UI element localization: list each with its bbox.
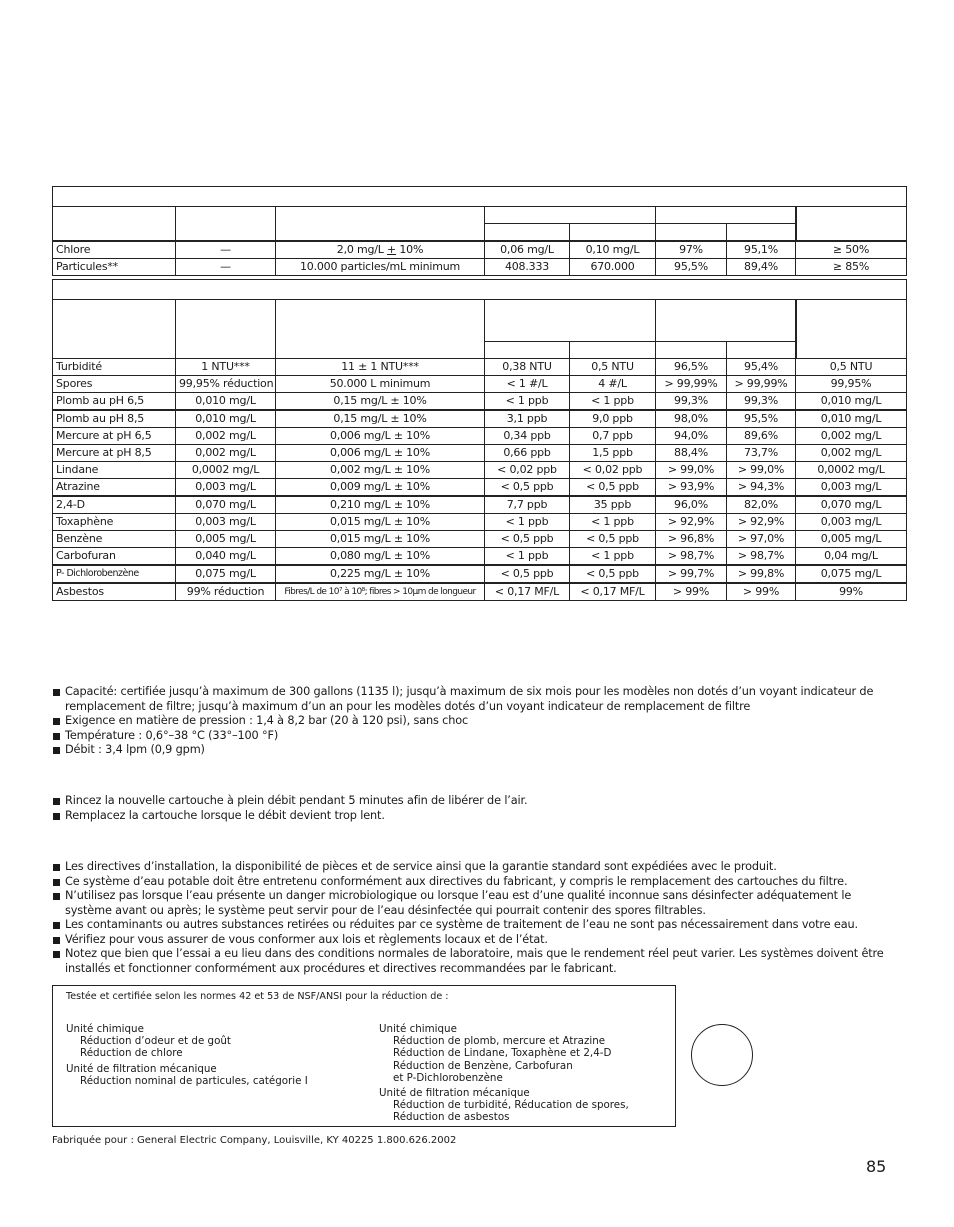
table2-header-cell	[796, 300, 907, 359]
cell: 0,003 mg/L	[796, 514, 907, 531]
cell: 0,66 ppb	[485, 445, 570, 462]
contaminant-cell: Chlore	[53, 241, 176, 259]
cell: 95,5%	[656, 259, 727, 276]
cell: > 99,99%	[727, 376, 796, 393]
cell: 0,002 mg/L	[796, 445, 907, 462]
table2-header-cell	[485, 342, 570, 359]
list-item: Vérifiez pour vous assurer de vous conformer aux lois et règlements locaux et de l’état.	[52, 933, 892, 948]
table-row	[53, 359, 907, 376]
cell: < 0,02 ppb	[570, 462, 656, 479]
contaminant-cell: Spores	[53, 376, 176, 393]
contaminant-cell: Plomb au pH 8,5	[53, 410, 176, 428]
cell: > 97,0%	[727, 531, 796, 548]
cell: 9,0 ppb	[570, 410, 656, 428]
cell: 0,070 mg/L	[796, 496, 907, 514]
table2-header-cell	[656, 300, 796, 342]
cell: 0,002 mg/L	[176, 445, 276, 462]
cell: 4 #/L	[570, 376, 656, 393]
cell: > 92,9%	[656, 514, 727, 531]
contaminant-cell: Lindane	[53, 462, 176, 479]
list-item: Les directives d’installation, la disponibilité de pièces et de service ainsi que la garantie standard sont expédiées avec le produit.	[52, 860, 892, 875]
reduction-item: Réduction de chlore	[80, 1047, 183, 1060]
cell: 0,080 mg/L ± 10%	[276, 548, 485, 566]
cell: 89,4%	[727, 259, 796, 276]
general-notes-list	[52, 860, 892, 976]
reduction-item: Réduction de Benzène, Carbofuran	[393, 1059, 573, 1072]
contaminant-cell: Mercure at pH 6,5	[53, 428, 176, 445]
unit-heading: Unité de filtration mécanique	[66, 1062, 217, 1075]
table2-header-cell	[176, 300, 276, 359]
cell: > 98,7%	[727, 548, 796, 566]
table1-title-bar	[53, 187, 907, 207]
cell: < 1 ppb	[485, 514, 570, 531]
cell: 0,010 mg/L	[176, 410, 276, 428]
contaminant-cell: Mercure at pH 8,5	[53, 445, 176, 462]
reduction-item: Réduction de plomb, mercure et Atrazine	[393, 1035, 606, 1048]
cell: 0,38 NTU	[485, 359, 570, 376]
contaminant-cell: 2,4-D	[53, 496, 176, 514]
cell: 0,04 mg/L	[796, 548, 907, 566]
cell: > 99,8%	[727, 565, 796, 583]
cell: 89,6%	[727, 428, 796, 445]
contaminant-cell: Plomb au pH 6,5	[53, 393, 176, 411]
list-item: Ce système d’eau potable doit être entretenu conformément aux directives du fabricant, y compris le remplacement des cartouches du filtre.	[52, 875, 892, 890]
cell: < 1 ppb	[570, 393, 656, 411]
table1-header-cell	[656, 224, 727, 242]
table-row	[53, 241, 907, 259]
table-row	[53, 531, 907, 548]
page-number: 85	[866, 1157, 887, 1176]
cell: 0,10 mg/L	[570, 241, 656, 259]
reduction-item: Réduction nominal de particules, catégorie I	[80, 1074, 308, 1087]
cell: < 0,5 ppb	[485, 565, 570, 583]
cell: < 1 ppb	[570, 548, 656, 566]
cell: 408.333	[485, 259, 570, 276]
cell: 97%	[656, 241, 727, 259]
cell: 0,003 mg/L	[176, 514, 276, 531]
reduction-item: et P-Dichlorobenzène	[393, 1071, 503, 1084]
table-row	[53, 445, 907, 462]
cell: 0,5 NTU	[796, 359, 907, 376]
cell: < 0,17 MF/L	[485, 583, 570, 601]
specifications-list	[52, 685, 892, 758]
cell: 0,070 mg/L	[176, 496, 276, 514]
cell: 0,005 mg/L	[796, 531, 907, 548]
cell: < 1 #/L	[485, 376, 570, 393]
table2-title-bar	[53, 280, 907, 300]
cell: 0,5 NTU	[570, 359, 656, 376]
cell: 0,015 mg/L ± 10%	[276, 531, 485, 548]
cell: > 99%	[727, 583, 796, 601]
cell: 95,1%	[727, 241, 796, 259]
cell: 82,0%	[727, 496, 796, 514]
table-row	[53, 393, 907, 411]
cell: < 0,5 ppb	[570, 565, 656, 583]
cell: 0,002 mg/L	[796, 428, 907, 445]
cell: > 99,0%	[727, 462, 796, 479]
table-row	[53, 479, 907, 497]
cell: 0,003 mg/L	[176, 479, 276, 497]
certification-right-column	[379, 1023, 629, 1124]
cell: 95,4%	[727, 359, 796, 376]
performance-table-2	[52, 279, 907, 601]
cell: > 99,0%	[656, 462, 727, 479]
table2-header-cell	[570, 342, 656, 359]
cell: ≥ 50%	[796, 241, 907, 259]
unit-heading: Unité chimique	[379, 1023, 457, 1035]
cell: > 98,7%	[656, 548, 727, 566]
certification-intro: Testée et certifiée selon les normes 42 et 53 de NSF/ANSI pour la réduction de :	[66, 991, 449, 1002]
list-item: Rincez la nouvelle cartouche à plein débit pendant 5 minutes afin de libérer de l’air.	[52, 794, 892, 809]
table2-header-cell	[727, 342, 796, 359]
cell: 0,225 mg/L ± 10%	[276, 565, 485, 583]
contaminant-cell: Turbidité	[53, 359, 176, 376]
cell: > 99,99%	[656, 376, 727, 393]
table1-header-cell	[727, 224, 796, 242]
table2-header-cell	[53, 300, 176, 359]
table-row	[53, 548, 907, 566]
cell: 0,010 mg/L	[176, 393, 276, 411]
cell: < 0,17 MF/L	[570, 583, 656, 601]
table-row	[53, 376, 907, 393]
performance-table-1	[52, 186, 907, 276]
cell: 0,34 ppb	[485, 428, 570, 445]
cell: 0,009 mg/L ± 10%	[276, 479, 485, 497]
cell: 0,15 mg/L ± 10%	[276, 393, 485, 411]
table-row	[53, 496, 907, 514]
list-item: Débit : 3,4 lpm (0,9 gpm)	[52, 743, 892, 758]
certification-left-column	[66, 1023, 308, 1087]
cell: 0,005 mg/L	[176, 531, 276, 548]
table2-header-cell	[656, 342, 727, 359]
cell: Fibres/L de 10⁷ à 10⁸; fibres > 10μm de longueur	[276, 583, 485, 601]
list-item: Notez que bien que l’essai a eu lieu dans des conditions normales de laboratoire, mais que le rendement réel peut varier. Les systèmes doivent être installés et fonctionner conformément aux procédures et directives recommandées par le fabricant.	[52, 947, 892, 976]
cell: 95,5%	[727, 410, 796, 428]
cell: 88,4%	[656, 445, 727, 462]
table1-header-cell	[176, 207, 276, 242]
certification-seal-icon	[691, 1024, 753, 1086]
contaminant-cell: P- Dichlorobenzène	[53, 565, 176, 583]
cell: 0,003 mg/L	[796, 479, 907, 497]
table-row	[53, 259, 907, 276]
cell: 0,7 ppb	[570, 428, 656, 445]
cell: 0,002 mg/L	[176, 428, 276, 445]
cell: 0,0002 mg/L	[796, 462, 907, 479]
cell: 99,3%	[727, 393, 796, 411]
cell: < 0,5 ppb	[485, 479, 570, 497]
cell: > 96,8%	[656, 531, 727, 548]
reduction-item: Réduction de asbestos	[393, 1111, 510, 1124]
list-item: Exigence en matière de pression : 1,4 à 8,2 bar (20 à 120 psi), sans choc	[52, 714, 892, 729]
cell: 2,0 mg/L + 10%	[276, 241, 485, 259]
table1-header-cell	[570, 224, 656, 242]
cell: 98,0%	[656, 410, 727, 428]
table-row	[53, 410, 907, 428]
cell: 0,010 mg/L	[796, 410, 907, 428]
list-item: Remplacez la cartouche lorsque le débit devient trop lent.	[52, 809, 892, 824]
cell: 99%	[796, 583, 907, 601]
list-item: N’utilisez pas lorsque l’eau présente un danger microbiologique ou lorsque l’eau est d’une qualité inconnue sans désinfecter adéquatement le système avant ou après; le système peut servir pour de l’eau désinfectée qui pourrait contenir des spores filtrables.	[52, 889, 892, 918]
contaminant-cell: Toxaphène	[53, 514, 176, 531]
cell: 50.000 L minimum	[276, 376, 485, 393]
cell: 0,006 mg/L ± 10%	[276, 428, 485, 445]
cell: 99,3%	[656, 393, 727, 411]
table-row	[53, 565, 907, 583]
table2-header-cell	[276, 300, 485, 359]
cell: < 0,5 ppb	[485, 531, 570, 548]
table1-header-cell	[485, 207, 656, 224]
table-row	[53, 583, 907, 601]
reduction-item: Réduction de turbidité, Réducation de spores,	[393, 1099, 629, 1112]
contaminant-cell: Particules**	[53, 259, 176, 276]
cell: 7,7 ppb	[485, 496, 570, 514]
cell: 99,95% réduction	[176, 376, 276, 393]
cell: > 94,3%	[727, 479, 796, 497]
contaminant-cell: Atrazine	[53, 479, 176, 497]
cell: —	[176, 259, 276, 276]
cell: 0,002 mg/L ± 10%	[276, 462, 485, 479]
cell: > 93,9%	[656, 479, 727, 497]
list-item: Température : 0,6°–38 °C (33°–100 °F)	[52, 729, 892, 744]
cell: 0,210 mg/L ± 10%	[276, 496, 485, 514]
cell: > 99,7%	[656, 565, 727, 583]
cell: 11 ± 1 NTU***	[276, 359, 485, 376]
cell: 1,5 ppb	[570, 445, 656, 462]
cell: 0,0002 mg/L	[176, 462, 276, 479]
unit-heading: Unité chimique	[66, 1023, 144, 1035]
cell: 0,015 mg/L ± 10%	[276, 514, 485, 531]
cell: 0,15 mg/L ± 10%	[276, 410, 485, 428]
contaminant-cell: Benzène	[53, 531, 176, 548]
cell: ≥ 85%	[796, 259, 907, 276]
cell: 73,7%	[727, 445, 796, 462]
cell: < 1 ppb	[570, 514, 656, 531]
cell: 0,075 mg/L	[796, 565, 907, 583]
reduction-item: Réduction de Lindane, Toxaphène et 2,4-D	[393, 1047, 612, 1060]
cell: > 99%	[656, 583, 727, 601]
table1-header-cell	[276, 207, 485, 242]
table-row	[53, 428, 907, 445]
table1-header-cell	[485, 224, 570, 242]
contaminant-cell: Asbestos	[53, 583, 176, 601]
cell: 99,95%	[796, 376, 907, 393]
contaminant-cell: Carbofuran	[53, 548, 176, 566]
cell: 99% réduction	[176, 583, 276, 601]
unit-heading: Unité de filtration mécanique	[379, 1087, 530, 1100]
cell: < 0,5 ppb	[570, 531, 656, 548]
cell: 670.000	[570, 259, 656, 276]
table-row	[53, 514, 907, 531]
cell: < 1 ppb	[485, 548, 570, 566]
reduction-item: Réduction d’odeur et de goût	[80, 1035, 231, 1048]
cell: 0,040 mg/L	[176, 548, 276, 566]
list-item: Les contaminants ou autres substances retirées ou réduites par ce système de traitement de l’eau ne sont pas nécessairement dans votre eau.	[52, 918, 892, 933]
cell: 0,010 mg/L	[796, 393, 907, 411]
cell: 10.000 particles/mL minimum	[276, 259, 485, 276]
cell: < 1 ppb	[485, 393, 570, 411]
cell: 1 NTU***	[176, 359, 276, 376]
cell: 0,006 mg/L ± 10%	[276, 445, 485, 462]
list-item: Capacité: certifiée jusqu’à maximum de 300 gallons (1135 l); jusqu’à maximum de six mois pour les modèles non dotés d’un voyant indicateur de remplacement de filtre; jusqu’à maximum d’un an pour les modèles dotés d’un voyant indicateur de remplacement de filtre	[52, 685, 892, 714]
table-row	[53, 462, 907, 479]
cell: > 92,9%	[727, 514, 796, 531]
cell: < 0,5 ppb	[570, 479, 656, 497]
table2-header-cell	[485, 300, 656, 342]
rinse-instructions-list	[52, 794, 892, 823]
manufacturer-footer: Fabriquée pour : General Electric Company, Louisville, KY 40225 1.800.626.2002	[52, 1135, 457, 1146]
certification-box	[52, 985, 676, 1127]
cell: 0,06 mg/L	[485, 241, 570, 259]
table1-header-cell	[53, 207, 176, 242]
cell: —	[176, 241, 276, 259]
cell: 96,0%	[656, 496, 727, 514]
table1-header-cell	[796, 207, 907, 242]
cell: 35 ppb	[570, 496, 656, 514]
cell: 94,0%	[656, 428, 727, 445]
cell: 96,5%	[656, 359, 727, 376]
cell: 3,1 ppb	[485, 410, 570, 428]
cell: < 0,02 ppb	[485, 462, 570, 479]
cell: 0,075 mg/L	[176, 565, 276, 583]
table1-header-cell	[656, 207, 796, 224]
